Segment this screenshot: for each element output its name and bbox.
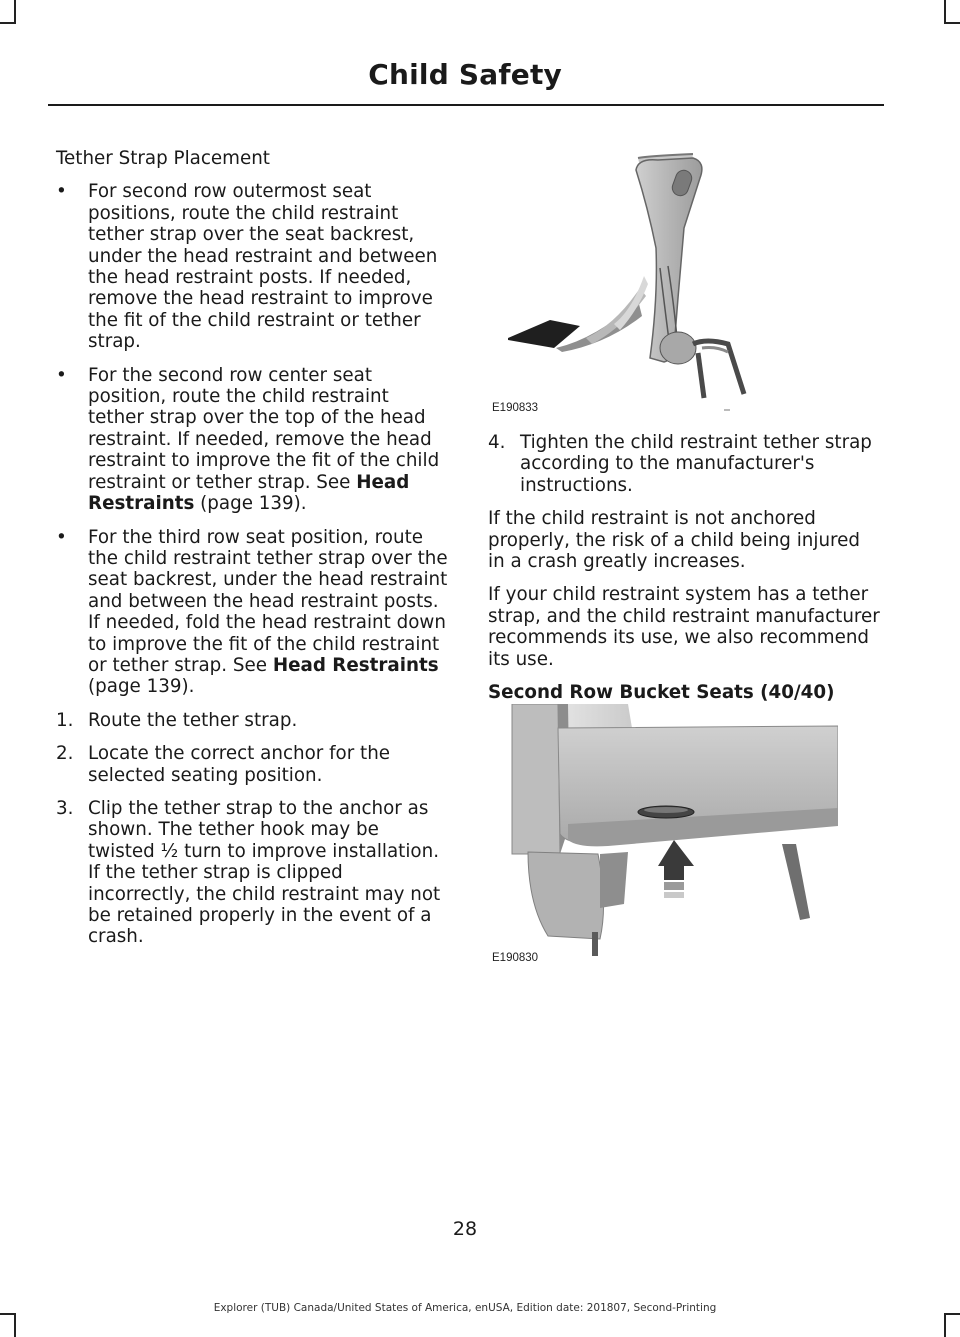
step-number: 2. [56,743,74,765]
step-number: 4. [488,432,506,453]
bullet-marker: • [56,181,67,203]
bullet-text: For second row outermost seat positions, route the child restraint tether strap over the seat backrest, under the head restraint and between the head restraint posts. If needed, remove the head restraint to improve the fit of the child restraint or tether strap. [88,181,438,353]
step-text: Tighten the child restraint tether strap according to the manufacturer's instructions. [520,432,872,496]
step-text: Route the tether strap. [88,709,298,731]
crop-mark [946,22,960,24]
left-column [56,148,448,960]
paragraph: If your child restraint system has a tether strap, and the child restraint manufacturer recommends its use, we also recommend its use. [488,584,880,670]
crop-mark [944,0,946,24]
step-number: 3. [56,797,74,819]
step-item [56,743,448,786]
cross-reference-link[interactable]: Head Restraints [88,471,410,515]
tether-hook-drawing [488,148,760,418]
seat-anchor-drawing [488,704,838,968]
paragraph: If the child restraint is not anchored properly, the risk of a child being injured in a crash greatly increases. [488,508,861,573]
bullet-text: For the third row seat position, route the child restraint tether strap over the seat backrest, under the head restraint and between the head restraint posts. If needed, fold the head restraint down to improve the fit of the child restraint or tether strap. See [88,526,448,676]
page-reference: (page 139). [194,493,307,515]
step-item [488,432,880,496]
bullet-item [56,365,448,515]
crop-mark [14,1313,16,1337]
crop-mark [14,0,16,24]
subsection-heading: Tether Strap Placement [56,148,270,169]
section-title: Child Safety [368,58,562,91]
bullet-marker: • [56,526,67,548]
bullet-marker: • [56,364,67,386]
page-reference: (page 139). [88,676,195,698]
bullet-item [56,527,448,698]
bucket-seat-anchor-illustration [488,704,838,968]
crop-mark [944,1313,946,1337]
crop-mark [946,1313,960,1315]
subsection-heading: Second Row Bucket Seats (40/40) [488,682,835,704]
figure-code: E190830 [492,952,539,964]
crop-mark [0,22,14,24]
step-number: 1. [56,709,74,731]
bullet-text: For the second row center seat position, route the child restraint tether strap over the top of the head restraint. If needed, remove the head restraint to improve the fit of the child restraint or tether strap. See [88,364,440,493]
cross-reference-link[interactable]: Head Restraints [272,654,439,676]
step-item [56,710,448,731]
tether-hook-illustration [488,148,760,418]
step-item [56,798,448,948]
page-number: 28 [452,1218,478,1240]
right-column [488,432,880,713]
footer-edition: Explorer (TUB) Canada/United States of America, enUSA, Edition date: 201807, Second-Printing [213,1302,717,1314]
step-text: Locate the correct anchor for the selected seating position. [88,743,391,786]
step-text: Clip the tether strap to the anchor as shown. The tether hook may be twisted ½ turn to improve installation. If the tether strap is clipped incorrectly, the child restraint may not be retained properly in the event of a crash. [88,797,441,948]
figure-code: E190833 [492,402,539,414]
header-divider [48,104,884,106]
bullet-item [56,181,448,352]
